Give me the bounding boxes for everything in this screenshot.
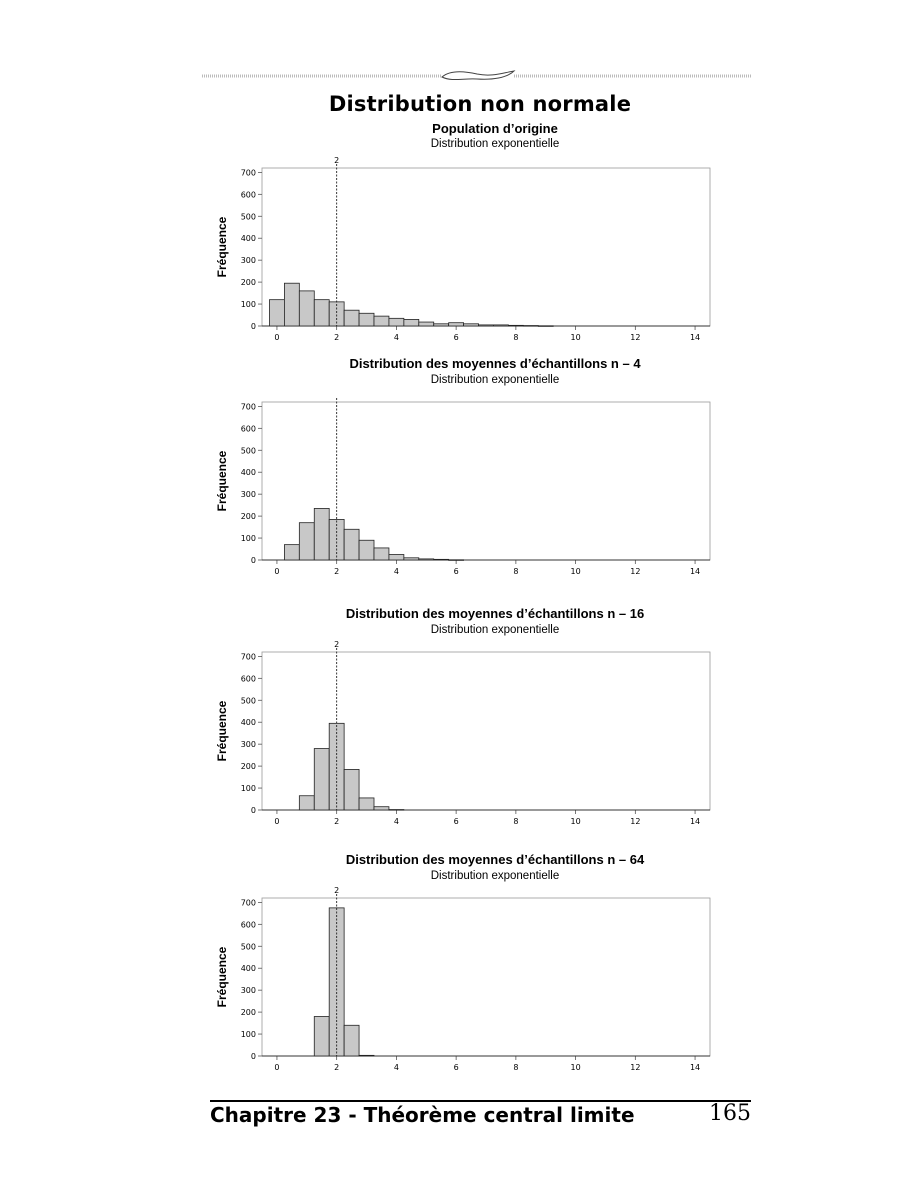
- histogram-bar: [374, 807, 389, 810]
- histogram-bar: [389, 318, 404, 326]
- chart-title: Distribution des moyennes d’échantillons n – 4: [349, 356, 641, 371]
- y-tick-label: 300: [240, 986, 256, 996]
- chart-title: Distribution des moyennes d’échantillons n – 64: [345, 852, 645, 867]
- x-tick-label: 2: [334, 333, 340, 342]
- y-tick-label: 600: [240, 190, 256, 200]
- mean-reference-label: 2: [334, 640, 340, 649]
- footer-chapter-title: Chapitre 23 - Théorème central limite: [210, 1103, 635, 1127]
- y-axis-label: Fréquence: [215, 946, 229, 1008]
- footer-rule: [210, 1100, 751, 1102]
- x-tick-label: 8: [513, 333, 519, 342]
- x-tick-label: 2: [334, 567, 340, 576]
- x-tick-label: 0: [274, 1063, 280, 1072]
- x-tick-label: 8: [513, 817, 519, 826]
- histogram-bar: [314, 300, 329, 326]
- y-tick-label: 700: [240, 168, 256, 178]
- y-tick-label: 700: [240, 652, 256, 662]
- y-tick-label: 200: [240, 278, 256, 288]
- histogram-bar: [389, 555, 404, 560]
- histogram-bar: [523, 326, 538, 327]
- y-tick-label: 0: [250, 322, 256, 331]
- y-tick-label: 500: [240, 446, 256, 456]
- y-axis-label: Fréquence: [215, 700, 229, 762]
- histogram-bar: [404, 319, 419, 326]
- x-tick-label: 6: [453, 1063, 459, 1072]
- y-tick-label: 0: [250, 806, 256, 815]
- histogram-plot: [212, 886, 722, 1081]
- y-tick-label: 600: [240, 424, 256, 434]
- histogram-bar: [389, 810, 404, 811]
- x-tick-label: 12: [630, 817, 641, 826]
- x-tick-label: 8: [513, 1063, 519, 1072]
- chart-title: Distribution des moyennes d’échantillons n – 16: [345, 606, 645, 621]
- y-tick-label: 700: [240, 402, 256, 412]
- x-tick-label: 14: [689, 567, 701, 576]
- histogram-bar: [449, 323, 464, 326]
- y-tick-label: 100: [240, 784, 256, 794]
- x-tick-label: 4: [393, 567, 399, 576]
- histogram-bar: [314, 508, 329, 560]
- decorative-ornament: [202, 68, 752, 88]
- histogram-bar: [538, 326, 553, 327]
- histogram-bar: [284, 283, 299, 326]
- histogram-bar: [434, 324, 449, 326]
- x-tick-label: 4: [393, 333, 399, 342]
- x-tick-label: 10: [570, 817, 581, 826]
- y-tick-label: 600: [240, 920, 256, 930]
- mean-reference-label: 2: [334, 156, 340, 165]
- chart-subtitle: Distribution exponentielle: [430, 870, 560, 882]
- y-tick-label: 500: [240, 212, 256, 222]
- histogram-bar: [419, 322, 434, 326]
- page-number: 165: [709, 1101, 751, 1126]
- histogram-bar: [404, 558, 419, 560]
- y-tick-label: 100: [240, 534, 256, 544]
- chart-title: Population d’origine: [432, 121, 558, 136]
- histogram-bar: [344, 529, 359, 560]
- x-tick-label: 4: [393, 1063, 399, 1072]
- x-tick-label: 12: [630, 567, 641, 576]
- histogram-bar: [344, 310, 359, 326]
- y-tick-label: 400: [240, 234, 256, 244]
- x-tick-label: 6: [453, 333, 459, 342]
- chart-means-n16: [212, 604, 722, 832]
- y-tick-label: 0: [250, 1052, 256, 1061]
- x-tick-label: 0: [274, 817, 280, 826]
- histogram-bar: [359, 313, 374, 326]
- y-tick-label: 500: [240, 696, 256, 706]
- mean-reference-label: 2: [334, 886, 340, 895]
- histogram-bar: [479, 325, 494, 326]
- x-tick-label: 14: [689, 1063, 701, 1072]
- histogram-plot: [212, 390, 722, 585]
- page-title: Distribution non normale: [328, 92, 632, 116]
- y-tick-label: 100: [240, 1030, 256, 1040]
- y-tick-label: 500: [240, 942, 256, 952]
- y-axis-label: Fréquence: [215, 450, 229, 512]
- y-tick-label: 200: [240, 762, 256, 772]
- x-tick-label: 2: [334, 817, 340, 826]
- histogram-bar: [464, 324, 479, 326]
- chart-subtitle: Distribution exponentielle: [430, 624, 560, 636]
- chart-means-n4: [212, 354, 722, 582]
- histogram-bar: [374, 316, 389, 326]
- histogram-bar: [344, 769, 359, 810]
- histogram-bar: [434, 559, 449, 560]
- y-tick-label: 300: [240, 740, 256, 750]
- x-tick-label: 12: [630, 1063, 641, 1072]
- y-tick-label: 100: [240, 300, 256, 310]
- x-tick-label: 6: [453, 817, 459, 826]
- histogram-bar: [359, 1055, 374, 1056]
- x-tick-label: 10: [570, 1063, 581, 1072]
- histogram-bar: [493, 325, 508, 326]
- y-tick-label: 200: [240, 1008, 256, 1018]
- x-tick-label: 10: [570, 333, 581, 342]
- histogram-bar: [449, 560, 464, 561]
- x-tick-label: 0: [274, 333, 280, 342]
- chart-subtitle: Distribution exponentielle: [430, 138, 560, 150]
- x-tick-label: 0: [274, 567, 280, 576]
- y-tick-label: 700: [240, 898, 256, 908]
- y-tick-label: 400: [240, 468, 256, 478]
- y-tick-label: 400: [240, 964, 256, 974]
- y-axis-label: Fréquence: [215, 216, 229, 278]
- chart-means-n64: [212, 850, 722, 1078]
- histogram-bar: [374, 548, 389, 560]
- y-tick-label: 400: [240, 718, 256, 728]
- y-tick-label: 300: [240, 490, 256, 500]
- histogram-bar: [284, 545, 299, 560]
- histogram-bar: [314, 749, 329, 810]
- x-tick-label: 10: [570, 567, 581, 576]
- histogram-bar: [359, 798, 374, 810]
- y-tick-label: 200: [240, 512, 256, 522]
- histogram-bar: [269, 300, 284, 326]
- x-tick-label: 8: [513, 567, 519, 576]
- y-tick-label: 0: [250, 556, 256, 565]
- histogram-bar: [299, 291, 314, 326]
- histogram-plot: [212, 640, 722, 835]
- histogram-bar: [314, 1017, 329, 1057]
- histogram-bar: [299, 523, 314, 560]
- x-tick-label: 6: [453, 567, 459, 576]
- x-tick-label: 14: [689, 817, 701, 826]
- chart-subtitle: Distribution exponentielle: [430, 374, 560, 386]
- histogram-bar: [359, 540, 374, 560]
- histogram-bar: [508, 325, 523, 326]
- x-tick-label: 14: [689, 333, 701, 342]
- x-tick-label: 12: [630, 333, 641, 342]
- histogram-bar: [419, 559, 434, 560]
- x-tick-label: 4: [393, 817, 399, 826]
- y-tick-label: 600: [240, 674, 256, 684]
- histogram-bar: [344, 1025, 359, 1056]
- histogram-plot: [212, 156, 722, 351]
- x-tick-label: 2: [334, 1063, 340, 1072]
- y-tick-label: 300: [240, 256, 256, 266]
- histogram-bar: [299, 796, 314, 810]
- chart-population: [212, 118, 722, 346]
